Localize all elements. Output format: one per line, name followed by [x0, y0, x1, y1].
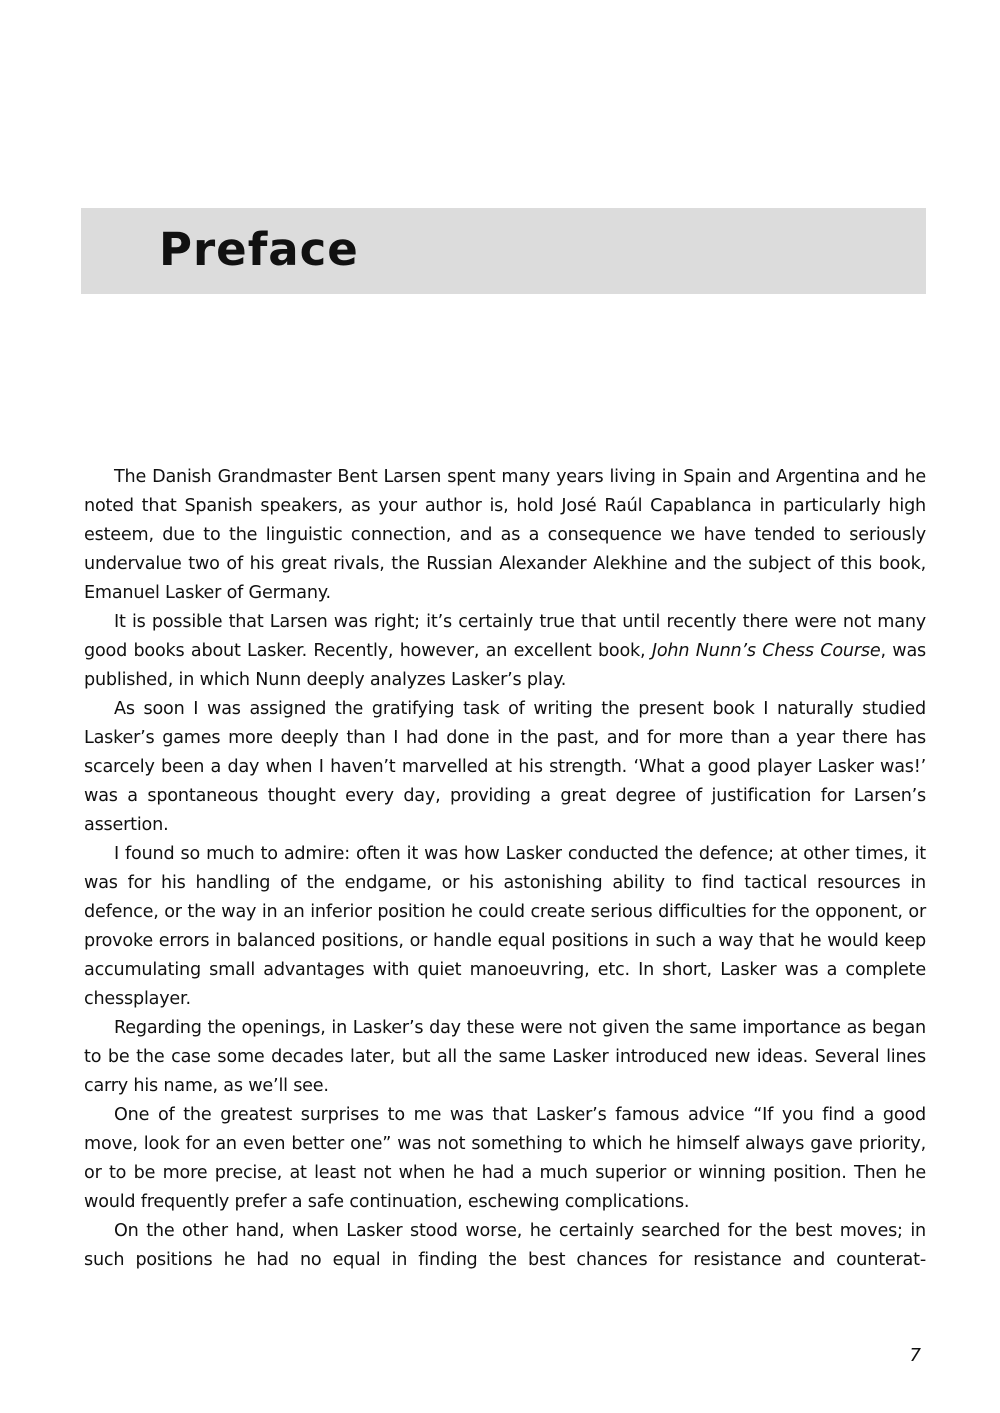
- paragraph: [84, 1101, 926, 1217]
- paragraph: [84, 463, 926, 608]
- paragraph-text: On the other hand, when Lasker stood worse, he certainly searched for the best moves; in such positions he had no equal in finding the best chances for resistance and counterat-: [84, 1221, 926, 1270]
- chapter-title-bar: [81, 208, 926, 294]
- paragraph-text: Regarding the openings, in Lasker’s day these were not given the same importance as began to be the case some decades later, but all the same Lasker introduced new ideas. Several lines carry his name, as we’ll see.: [84, 1018, 926, 1096]
- book-title: John Nunn’s Chess Course: [651, 641, 881, 661]
- paragraph: [84, 608, 926, 695]
- chapter-title: Preface: [159, 223, 359, 276]
- page-number: 7: [909, 1345, 921, 1366]
- paragraph-text: One of the greatest surprises to me was that Lasker’s famous advice “If you find a good move, look for an even better one” was not something to which he himself always gave priority, or to be more precise, at least not when he had a much superior or winning position. Then he would frequently prefer a safe continuation, eschewing complications.: [84, 1105, 926, 1212]
- paragraph-text: It is possible that Larsen was right; it’s certainly true that until recently there were not many good books about Lasker. Recently, however, an excellent book,: [84, 612, 926, 661]
- paragraph: [84, 695, 926, 840]
- paragraph: [84, 840, 926, 1014]
- paragraph: [84, 1217, 926, 1275]
- paragraph-text: The Danish Grandmaster Bent Larsen spent many years living in Spain and Argentina and he noted that Spanish speakers, as your author is, hold José Raúl Capablanca in particularly high esteem, due to the linguistic connection, and as a consequence we have tended to seriously undervalue two of his great rivals, the Russian Alexander Alekhine and the subject of this book, Emanuel Lasker of Germany.: [84, 467, 926, 603]
- paragraph-text: I found so much to admire: often it was how Lasker conducted the defence; at other times, it was for his handling of the endgame, or his astonishing ability to find tactical resources in defence, or the way in an inferior position he could create serious difficulties for the opponent, or provoke errors in balanced positions, or handle equal positions in such a way that he would keep accumulating small advantages with quiet manoeuvring, etc. In short, Lasker was a complete chessplayer.: [84, 844, 926, 1009]
- paragraph: [84, 1014, 926, 1101]
- paragraph-text: , was published, in which Nunn deeply analyzes Lasker’s play.: [84, 641, 926, 690]
- paragraph-text: As soon I was assigned the gratifying task of writing the present book I naturally studied Lasker’s games more deeply than I had done in the past, and for more than a year there has scarcely been a day when I haven’t marvelled at his strength. ‘What a good player Lasker was!’ was a spontaneous thought every day, providing a great degree of justification for Larsen’s assertion.: [84, 699, 926, 835]
- body-text: [84, 463, 926, 1275]
